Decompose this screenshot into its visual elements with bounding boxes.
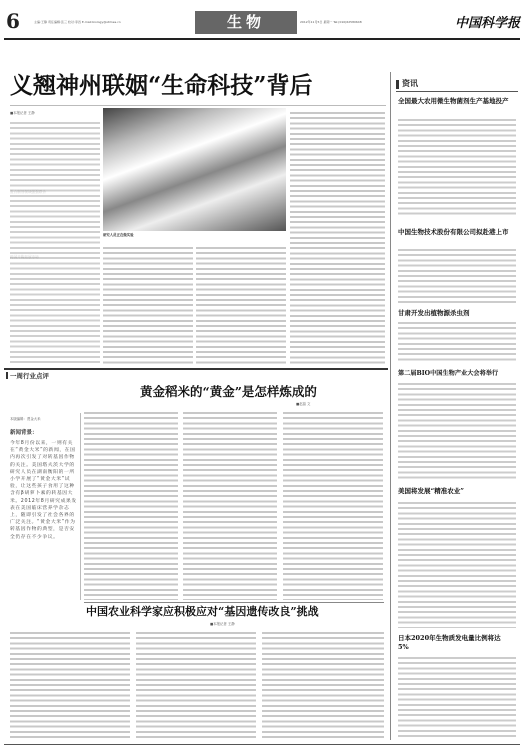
main-article-col-4 — [290, 110, 385, 365]
sidebar-item-body — [398, 655, 516, 740]
side-column-title: 新闻背景： — [10, 430, 38, 436]
main-sidebar-divider — [390, 72, 391, 740]
gold-article-col-2 — [183, 410, 277, 600]
sidebar-item-headline: 第二届BIO中国生物产业大会将举行 — [398, 370, 499, 377]
gold-rice-headline: 黄金稻米的“黄金”是怎样炼成的 — [140, 384, 317, 399]
gold-article-col-1 — [84, 410, 178, 600]
main-article-col-2 — [103, 245, 193, 365]
main-article-col-1-lines — [10, 120, 100, 365]
sidebar-item-headline: 全国最大农用微生物菌剂生产基地投产 — [398, 97, 509, 105]
sidebar-item-headline: 中国生物技术股份有限公司拟赴港上市 — [398, 228, 509, 236]
sidebar-item-body — [398, 500, 516, 628]
section-label-mark — [6, 372, 8, 379]
lab-photo — [103, 108, 286, 231]
bottom-headline: 中国农业科学家应积极应对“基因遗传改良”挑战 — [86, 605, 319, 618]
sidebar-title-rule — [396, 91, 518, 92]
bottom-article-col-3 — [262, 630, 384, 740]
sidebar-item-headline: 日本2020年生物质发电量比例将达5% — [398, 634, 501, 651]
sidebar-item-headline: 美国将发展“精准农业” — [398, 487, 464, 495]
gold-rice-byline: ■赵晶 文 — [296, 402, 311, 406]
sidebar-title: 资讯 — [402, 78, 418, 88]
side-column-text: 今年8月份以来，一则有关在“黄金大米”的新闻，在国内再次引发了对转基因作物的关注。美国塔夫茨大学的研究人员在湖南衡阳的一所小学开展了“黄金大米”试验，让这些孩子食用了这种含有β胡萝卜素的转基因大米。2012年8月研究成果发表在美国临床营养学杂志上，随即引发了社会各界的广泛关注。“黄金大米”作为转基因作物的典型，是否安全仍存在不少争议。 — [10, 441, 77, 540]
photo-caption: 研究人员正在做实验 — [103, 233, 134, 237]
sidebar-title-mark — [396, 80, 399, 89]
section-title: 生物 — [226, 13, 265, 31]
main-byline: ■本报记者 王静 — [10, 111, 35, 115]
page-number: 6 — [6, 9, 20, 33]
sidebar-item-body — [398, 117, 516, 217]
main-article-col-3 — [196, 245, 286, 365]
sidebar-item-headline: 甘肃开发出植物源杀虫剂 — [398, 309, 470, 317]
side-column-label: 本版编辑：贾金大米 — [10, 417, 41, 421]
footer-rule — [4, 744, 520, 745]
sidebar-item-body — [398, 247, 516, 305]
headline-rule — [10, 105, 386, 106]
masthead-rule — [4, 38, 520, 40]
sidebar-item-body — [398, 381, 516, 481]
paper-name: 中国科学报 — [455, 16, 521, 31]
section-label: 一周行业点评 — [10, 372, 49, 380]
bottom-byline: ■本报记者 王静 — [210, 622, 235, 626]
masthead-right-info: 2012年11月5日 星期一 Tel:(010)62580648 — [300, 20, 362, 24]
main-headline: 义翘神州联姻“生命科技”背后 — [10, 72, 313, 99]
bottom-article-rule — [84, 602, 384, 603]
masthead-left-info: 主编:王静 责任编辑:张三 校对:李四 E-mail:biology@stimes.cn — [34, 20, 121, 24]
section-rule — [4, 368, 388, 370]
bottom-article-col-2 — [136, 630, 256, 740]
bottom-article-col-1 — [10, 630, 130, 740]
sidebar-item-body — [398, 320, 516, 362]
gold-article-col-3 — [283, 410, 383, 600]
